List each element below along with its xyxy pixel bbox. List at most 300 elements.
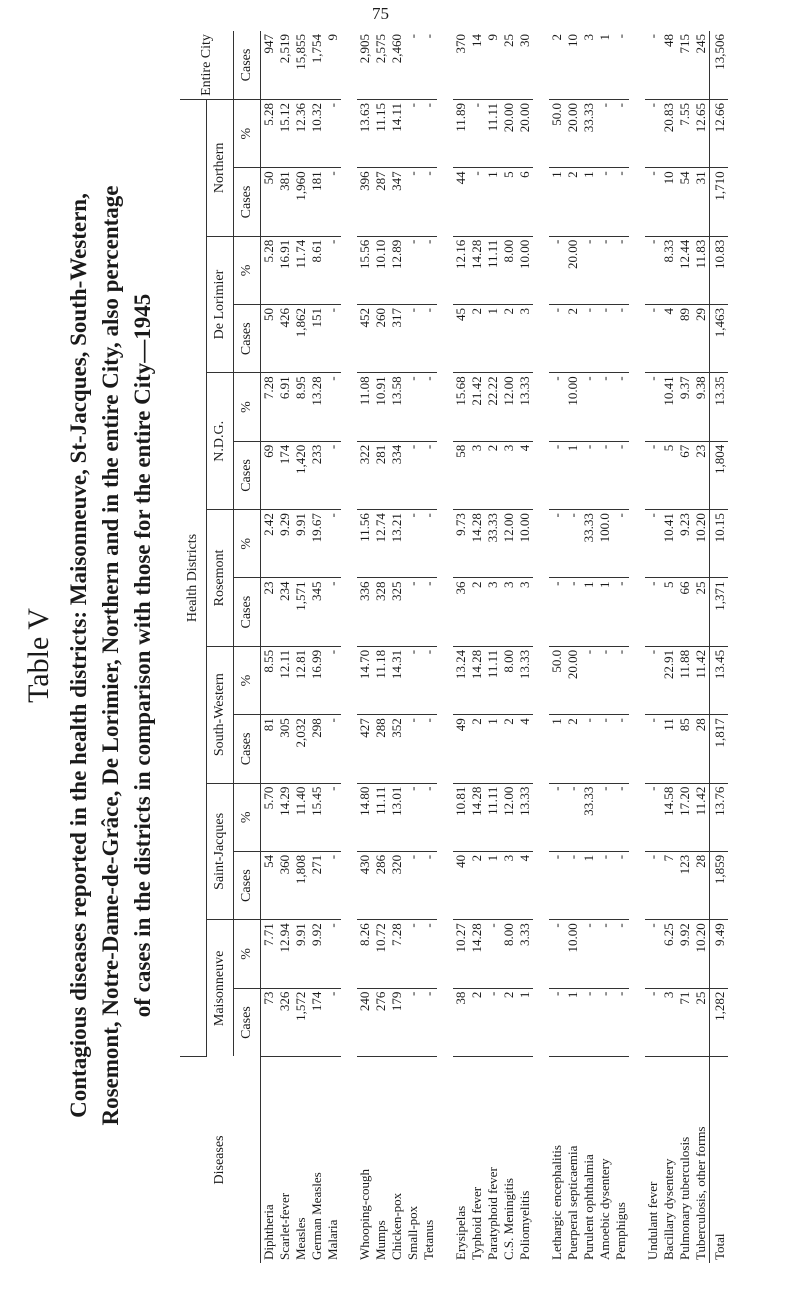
table-row (405, 31, 421, 1263)
cases-cell: 245 (693, 31, 710, 99)
disease-name: Pemphigus (613, 1202, 628, 1260)
total-percent-cell: 10.83 (710, 236, 729, 304)
cases-cell: 2 (469, 988, 485, 1056)
percent-header: % (234, 373, 261, 441)
cases-cell: 715 (677, 31, 693, 99)
cases-cell: - (645, 988, 661, 1056)
cases-cell: - (613, 988, 629, 1056)
percent-cell: - (645, 236, 661, 304)
cases-cell: 45 (453, 305, 469, 373)
cases-cell: 67 (677, 441, 693, 509)
cases-cell: 38 (453, 988, 469, 1056)
cases-cell: 345 (309, 578, 325, 646)
cases-cell: 322 (357, 441, 373, 509)
cases-header: Cases (234, 441, 261, 509)
cases-cell: - (565, 851, 581, 919)
percent-cell: 13.33 (517, 646, 533, 714)
percent-cell: 33.33 (581, 99, 597, 167)
percent-cell: 14.29 (277, 783, 293, 851)
percent-cell: 14.28 (469, 236, 485, 304)
cases-cell: 5 (501, 168, 517, 236)
percent-cell: 11.56 (357, 510, 373, 578)
percent-cell: 8.00 (501, 236, 517, 304)
cases-cell: - (581, 441, 597, 509)
cases-cell: - (581, 715, 597, 783)
cases-cell: - (325, 988, 341, 1056)
percent-cell: 14.28 (469, 646, 485, 714)
cases-cell: 334 (389, 441, 405, 509)
cases-cell: 4 (517, 851, 533, 919)
disease-name: Bacillary dysentery (661, 1158, 676, 1260)
cases-cell: 14 (469, 31, 485, 99)
table-row (613, 31, 629, 1263)
cases-cell: 360 (277, 851, 293, 919)
cases-cell: - (421, 851, 437, 919)
cases-cell: 3 (501, 441, 517, 509)
disease-name: Poliomyelitis (517, 1190, 532, 1260)
cases-cell: - (597, 851, 613, 919)
cases-cell: - (645, 578, 661, 646)
disease-name: German Measles (309, 1172, 324, 1260)
percent-cell: 9.92 (677, 920, 693, 988)
table-row (277, 31, 293, 1263)
cases-cell: 370 (453, 31, 469, 99)
cases-header: Cases (234, 851, 261, 919)
percent-cell: 11.11 (373, 783, 389, 851)
percent-cell: 10.20 (693, 510, 710, 578)
percent-cell: - (405, 510, 421, 578)
percent-cell: - (485, 920, 501, 988)
percent-cell: 11.88 (677, 646, 693, 714)
cases-cell: 71 (677, 988, 693, 1056)
cases-cell: 50 (261, 168, 278, 236)
cases-cell: - (597, 305, 613, 373)
cases-cell: 1 (597, 578, 613, 646)
cases-cell: 2 (501, 988, 517, 1056)
percent-cell: 15.12 (277, 99, 293, 167)
cases-cell: 281 (373, 441, 389, 509)
cases-cell: 2,032 (293, 715, 309, 783)
total-cases-cell: 1,804 (710, 441, 729, 509)
percent-cell: 12.94 (277, 920, 293, 988)
cases-cell: 4 (661, 305, 677, 373)
cases-cell: 427 (357, 715, 373, 783)
disease-name: Erysipelas (453, 1205, 468, 1260)
percent-cell: - (405, 236, 421, 304)
cases-cell: 85 (677, 715, 693, 783)
percent-cell: - (581, 236, 597, 304)
total-percent-cell: 9.49 (710, 920, 729, 988)
cases-header: Cases (234, 578, 261, 646)
cases-cell: 31 (693, 168, 710, 236)
percent-cell: 20.83 (661, 99, 677, 167)
cases-cell: 2 (485, 441, 501, 509)
percent-cell: 12.65 (693, 99, 710, 167)
cases-cell: 1 (581, 168, 597, 236)
disease-name: Diphtheria (261, 1204, 276, 1260)
table-caption-line-2: Rosemont, Notre-Dame-de-Grâce, De Lorimier, Northern and in the entire City, also percentage (98, 185, 123, 1126)
percent-cell: - (325, 373, 341, 441)
cases-cell: 7 (661, 851, 677, 919)
percent-cell: 50.0 (549, 99, 565, 167)
percent-cell: 21.42 (469, 373, 485, 441)
percent-cell: 9.91 (293, 510, 309, 578)
table-caption-line-3: of cases in the districts in comparison with those for the entire City—1945 (130, 293, 155, 1018)
percent-cell: 11.40 (293, 783, 309, 851)
cases-cell: - (485, 988, 501, 1056)
cases-header: Cases (234, 168, 261, 236)
percent-cell: - (597, 646, 613, 714)
cases-cell: 325 (389, 578, 405, 646)
disease-table (180, 31, 728, 1263)
percent-cell: 8.95 (293, 373, 309, 441)
percent-cell: - (325, 236, 341, 304)
disease-name: Measles (293, 1217, 308, 1260)
cases-cell: 2 (549, 31, 565, 99)
percent-cell: 6.91 (277, 373, 293, 441)
header-health-districts: Health Districts (180, 99, 207, 1056)
percent-cell: - (405, 646, 421, 714)
cases-cell: 23 (693, 441, 710, 509)
percent-cell: 10.91 (373, 373, 389, 441)
percent-cell: 50.0 (549, 646, 565, 714)
disease-name: Small-pox (405, 1205, 420, 1260)
cases-cell: 4 (517, 441, 533, 509)
table-row (661, 31, 677, 1263)
cases-cell: 49 (453, 715, 469, 783)
table-row (565, 31, 581, 1263)
cases-cell: 1 (581, 851, 597, 919)
cases-cell: 1 (549, 168, 565, 236)
total-cases-cell: 1,710 (710, 168, 729, 236)
cases-cell: 1 (565, 988, 581, 1056)
cases-cell: - (597, 168, 613, 236)
table-row (421, 31, 437, 1263)
percent-cell: 13.58 (389, 373, 405, 441)
total-percent-cell: 12.66 (710, 99, 729, 167)
percent-cell: 12.74 (373, 510, 389, 578)
spacer-cell (437, 31, 453, 1263)
cases-cell: - (613, 31, 629, 99)
cases-cell: - (565, 578, 581, 646)
percent-cell: 12.11 (277, 646, 293, 714)
total-cases-cell: 1,463 (710, 305, 729, 373)
cases-cell: - (405, 31, 421, 99)
percent-cell: 6.25 (661, 920, 677, 988)
spacer-cell (629, 31, 645, 1263)
percent-cell: 14.28 (469, 510, 485, 578)
cases-cell: - (421, 441, 437, 509)
percent-cell: 11.11 (485, 646, 501, 714)
disease-name: Tetanus (421, 1219, 436, 1260)
percent-cell: - (597, 783, 613, 851)
percent-cell: - (549, 510, 565, 578)
percent-cell: 5.28 (261, 236, 278, 304)
percent-cell: - (549, 920, 565, 988)
percent-cell: 10.41 (661, 510, 677, 578)
percent-cell: - (325, 646, 341, 714)
district-header: South-Western (207, 646, 234, 783)
percent-cell: 14.11 (389, 99, 405, 167)
cases-cell: - (613, 305, 629, 373)
cases-cell: 3 (485, 578, 501, 646)
percent-cell: 12.89 (389, 236, 405, 304)
district-header: De Lorimier (207, 236, 234, 373)
percent-cell: 9.29 (277, 510, 293, 578)
percent-cell: 14.28 (469, 783, 485, 851)
percent-cell: 11.74 (293, 236, 309, 304)
cases-header: Cases (234, 988, 261, 1056)
percent-cell: 22.22 (485, 373, 501, 441)
percent-cell: - (421, 373, 437, 441)
cases-cell: - (645, 715, 661, 783)
percent-cell: 11.83 (693, 236, 710, 304)
percent-cell: 3.33 (517, 920, 533, 988)
cases-cell: 54 (677, 168, 693, 236)
page-number: 75 (372, 4, 389, 23)
cases-cell: - (405, 305, 421, 373)
cases-cell: 1 (485, 305, 501, 373)
cases-cell: - (421, 168, 437, 236)
percent-cell: 19.67 (309, 510, 325, 578)
percent-cell: 9.38 (693, 373, 710, 441)
percent-cell: 20.00 (565, 236, 581, 304)
percent-cell: 7.71 (261, 920, 278, 988)
cases-cell: - (549, 441, 565, 509)
cases-cell: 452 (357, 305, 373, 373)
district-header: Northern (207, 99, 234, 236)
disease-name: Whooping-cough (357, 1169, 372, 1260)
cases-cell: 2 (501, 715, 517, 783)
percent-cell: - (405, 99, 421, 167)
cases-cell: 2,905 (357, 31, 373, 99)
cases-cell: 151 (309, 305, 325, 373)
percent-header: % (234, 99, 261, 167)
cases-cell: 1,754 (309, 31, 325, 99)
cases-cell: 426 (277, 305, 293, 373)
cases-cell: 298 (309, 715, 325, 783)
cases-cell: 3 (501, 851, 517, 919)
percent-cell: 14.58 (661, 783, 677, 851)
cases-cell: 5 (661, 441, 677, 509)
percent-cell: 33.33 (485, 510, 501, 578)
percent-cell: 11.42 (693, 783, 710, 851)
cases-cell: 2 (565, 715, 581, 783)
cases-cell: 4 (517, 715, 533, 783)
cases-cell: 381 (277, 168, 293, 236)
district-header: Rosemont (207, 510, 234, 647)
cases-cell: 1 (485, 715, 501, 783)
cases-cell: 1 (485, 851, 501, 919)
percent-cell: - (645, 510, 661, 578)
percent-cell: 12.00 (501, 510, 517, 578)
percent-cell: 8.61 (309, 236, 325, 304)
header-entire-city: Entire City (180, 31, 234, 99)
cases-cell: 234 (277, 578, 293, 646)
cases-cell: - (645, 305, 661, 373)
disease-name: Typhoid fever (469, 1186, 484, 1260)
group-spacer (533, 31, 549, 1263)
cases-cell: 174 (277, 441, 293, 509)
percent-cell: 10.20 (693, 920, 710, 988)
percent-cell: 7.28 (261, 373, 278, 441)
percent-cell: 20.00 (565, 99, 581, 167)
percent-cell: 9.23 (677, 510, 693, 578)
percent-cell: 100.0 (597, 510, 613, 578)
percent-cell: - (645, 373, 661, 441)
percent-cell: - (613, 783, 629, 851)
percent-cell: 10.72 (373, 920, 389, 988)
cases-cell: 240 (357, 988, 373, 1056)
cases-cell: 3 (517, 305, 533, 373)
table-row (549, 31, 565, 1263)
cases-cell: - (645, 168, 661, 236)
cases-cell: 9 (325, 31, 341, 99)
table-row (389, 31, 405, 1263)
cases-cell: - (405, 578, 421, 646)
percent-cell: 11.08 (357, 373, 373, 441)
disease-name: Purulent ophthalmia (581, 1154, 596, 1260)
percent-cell: 9.73 (453, 510, 469, 578)
percent-cell: - (549, 236, 565, 304)
percent-cell: - (421, 646, 437, 714)
cases-cell: 40 (453, 851, 469, 919)
percent-cell: - (597, 236, 613, 304)
cases-cell: 1,960 (293, 168, 309, 236)
percent-cell: 2.42 (261, 510, 278, 578)
cases-cell: 1 (581, 578, 597, 646)
percent-cell: 11.15 (373, 99, 389, 167)
cases-cell: 81 (261, 715, 278, 783)
cases-cell: 1 (517, 988, 533, 1056)
cases-cell: 1,862 (293, 305, 309, 373)
cases-cell: 320 (389, 851, 405, 919)
table-row (357, 31, 373, 1263)
cases-cell: 28 (693, 851, 710, 919)
cases-cell: 2 (501, 305, 517, 373)
cases-header: Cases (234, 305, 261, 373)
cases-cell: 36 (453, 578, 469, 646)
cases-cell: 276 (373, 988, 389, 1056)
total-percent-cell: 13.76 (710, 783, 729, 851)
cases-cell: - (597, 715, 613, 783)
percent-cell: - (405, 783, 421, 851)
percent-cell: 15.45 (309, 783, 325, 851)
cases-cell: - (325, 441, 341, 509)
cases-cell: - (421, 578, 437, 646)
district-header: N.D.G. (207, 373, 234, 510)
cases-cell: 1 (597, 31, 613, 99)
percent-cell: - (325, 99, 341, 167)
percent-cell: - (405, 373, 421, 441)
table-row (325, 31, 341, 1263)
cases-cell: - (405, 851, 421, 919)
cases-cell: 286 (373, 851, 389, 919)
cases-cell: 2 (469, 578, 485, 646)
header-diseases: Diseases (180, 1057, 261, 1264)
percent-cell: 11.11 (485, 99, 501, 167)
cases-cell: 28 (693, 715, 710, 783)
cases-cell: - (405, 168, 421, 236)
percent-cell: 11.11 (485, 236, 501, 304)
percent-cell: 11.18 (373, 646, 389, 714)
cases-cell: - (613, 168, 629, 236)
percent-cell: - (645, 920, 661, 988)
cases-cell: 2,460 (389, 31, 405, 99)
cases-cell: 947 (261, 31, 278, 99)
cases-cell: 25 (693, 988, 710, 1056)
group-spacer (341, 31, 357, 1263)
cases-cell: 3 (581, 31, 597, 99)
cases-cell: - (325, 851, 341, 919)
cases-cell: - (581, 988, 597, 1056)
disease-name: Mumps (373, 1220, 388, 1260)
table-row (597, 31, 613, 1263)
cases-cell: 69 (261, 441, 278, 509)
cases-cell: 15,855 (293, 31, 309, 99)
percent-header: % (234, 920, 261, 988)
percent-cell: 14.31 (389, 646, 405, 714)
table-row (693, 31, 710, 1263)
group-spacer (437, 31, 453, 1263)
percent-cell: - (421, 510, 437, 578)
percent-cell: - (421, 920, 437, 988)
percent-cell: 11.11 (485, 783, 501, 851)
table-row (469, 31, 485, 1263)
percent-cell: 15.56 (357, 236, 373, 304)
percent-cell: 33.33 (581, 783, 597, 851)
cases-cell: 73 (261, 988, 278, 1056)
percent-cell: - (613, 510, 629, 578)
total-cases-cell: 1,817 (710, 715, 729, 783)
disease-name: Chicken-pox (389, 1192, 404, 1260)
disease-name: Amoebic dysentery (597, 1158, 612, 1260)
table-row (261, 31, 278, 1263)
cases-cell: 23 (261, 578, 278, 646)
percent-cell: - (613, 373, 629, 441)
percent-header: % (234, 510, 261, 578)
disease-name: Puerperal septicaemia (565, 1145, 580, 1260)
cases-cell: - (549, 578, 565, 646)
percent-cell: - (581, 373, 597, 441)
cases-cell: - (325, 305, 341, 373)
cases-cell: 25 (693, 578, 710, 646)
cases-cell: - (405, 988, 421, 1056)
cases-cell: 396 (357, 168, 373, 236)
cases-cell: 1,808 (293, 851, 309, 919)
cases-cell: 54 (261, 851, 278, 919)
cases-cell: - (549, 305, 565, 373)
cases-header: Cases (234, 715, 261, 783)
cases-cell: - (469, 168, 485, 236)
cases-cell: - (421, 988, 437, 1056)
percent-cell: - (645, 646, 661, 714)
spacer-cell (341, 31, 357, 1263)
cases-cell: - (645, 31, 661, 99)
cases-cell: 430 (357, 851, 373, 919)
cases-cell: 50 (261, 305, 278, 373)
cases-cell: 347 (389, 168, 405, 236)
cases-cell: 2 (469, 305, 485, 373)
cases-cell: - (325, 168, 341, 236)
cases-cell: 179 (389, 988, 405, 1056)
table-row (293, 31, 309, 1263)
cases-cell: 123 (677, 851, 693, 919)
percent-cell: 10.00 (517, 510, 533, 578)
percent-cell: - (613, 646, 629, 714)
cases-cell: - (405, 441, 421, 509)
cases-cell: 3 (501, 578, 517, 646)
